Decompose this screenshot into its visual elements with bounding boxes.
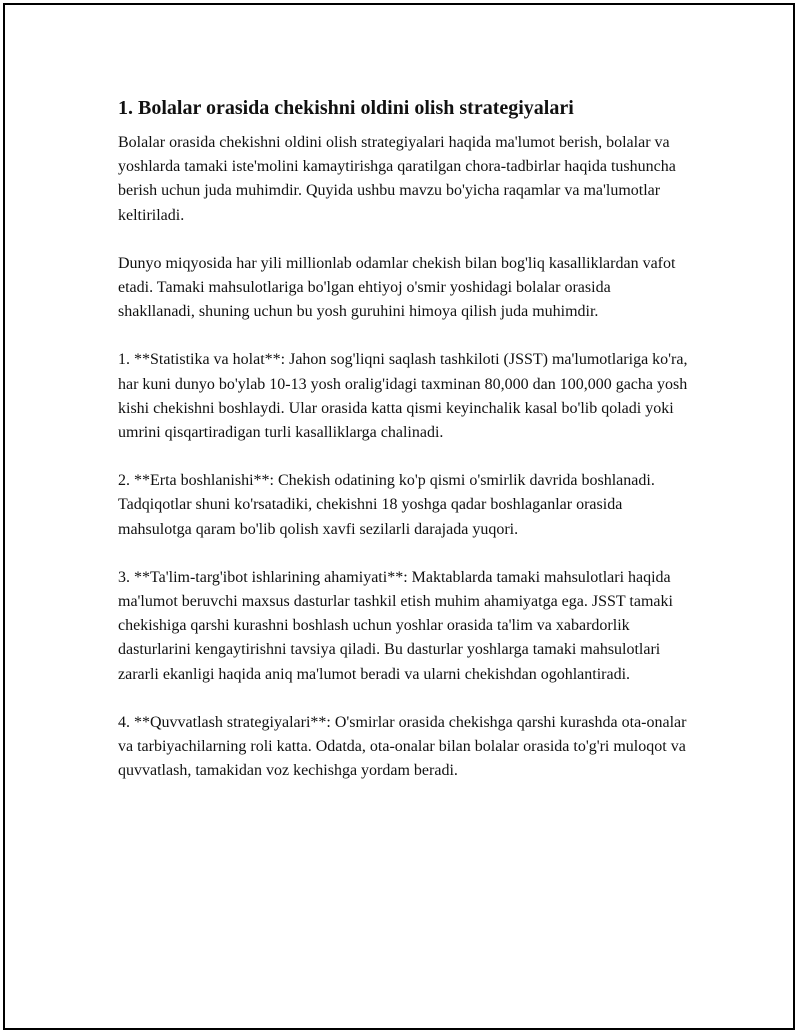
section-heading: 1. Bolalar orasida chekishni oldini olish strategiyalari (118, 97, 574, 119)
point-statistics: 1. **Statistika va holat**: Jahon sog'liqni saqlash tashkiloti (JSST) ma'lumotlariga ko'ra, har kuni dunyo bo'ylab 10-13 yosh oralig'idagi taxminan 80,000 dan 100,000 gacha yosh kishi chekishni boshlaydi. Ular orasida katta qismi keyinchalik kasal bo'lib qoladi yoki umrini qisqartiradigan turli kasalliklarga chalinadi. (118, 351, 688, 442)
point-education: 3. **Ta'lim-targ'ibot ishlarining ahamiyati**: Maktablarda tamaki mahsulotlari haqida ma'lumot beruvchi maxsus dasturlar tashkil etish muhim ahamiyatga ega. JSST tamaki chekishiga qarshi kurashni boshlash uchun yoshlar orasida ta'lim va xabardorlik dasturlarini kengaytirishni tavsiya qiladi. Bu dasturlar yoshlarga tamaki mahsulotlari zararli ekanligi haqida aniq ma'lumot beradi va ularni chekishdan ogohlantiradi. (118, 568, 673, 683)
document-body (118, 95, 688, 807)
point-support: 4. **Quvvatlash strategiyalari**: O'smirlar orasida chekishga qarshi kurashda ota-onalar va tarbiyachilarning roli katta. Odatda, ota-onalar bilan bolalar orasida to'g'ri muloqot va quvvatlash, tamakidan voz kechishga yordam beradi. (118, 713, 687, 780)
intro-paragraph: Bolalar orasida chekishni oldini olish strategiyalari haqida ma'lumot berish, bolalar va yoshlarda tamaki iste'molini kamaytirishga qaratilgan chora-tadbirlar haqida tushuncha berish uchun juda muhimdir. Quyida ushbu mavzu bo'yicha raqamlar va ma'lumotlar keltiriladi. (118, 134, 676, 224)
context-paragraph: Dunyo miqyosida har yili millionlab odamlar chekish bilan bog'liq kasalliklardan vafot etadi. Tamaki mahsulotlariga bo'lgan ehtiyoj o'smir yoshidagi bolalar orasida shakllanadi, shuning uchun bu yosh guruhini himoya qilish juda muhimdir. (118, 254, 676, 321)
point-early-start: 2. **Erta boshlanishi**: Chekish odatining ko'p qismi o'smirlik davrida boshlanadi. Tadqiqotlar shuni ko'rsatadiki, chekishni 18 yoshga qadar boshlaganlar orasida mahsulotga qaram bo'lib qolish xavfi sezilarli darajada yuqori. (118, 472, 655, 538)
